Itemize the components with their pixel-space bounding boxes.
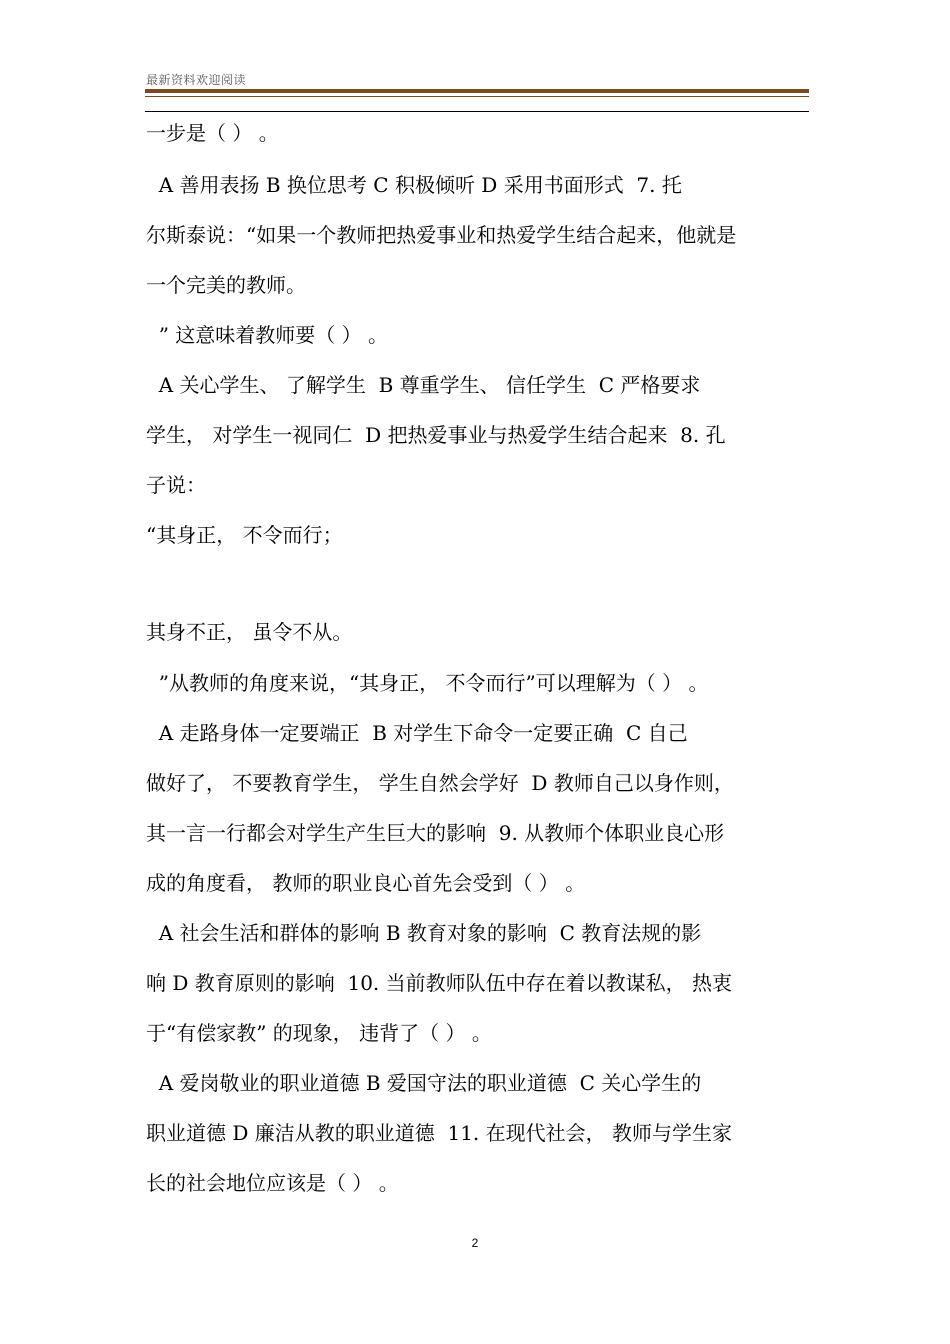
page-number: 2 <box>471 1236 479 1250</box>
text-line: A 社会生活和群体的影响 B 教育对象的影响 C 教育法规的影 <box>146 921 702 945</box>
text-line: 响 D 教育原则的影响 10. 当前教师队伍中存在着以教谋私， 热衷 <box>146 971 732 995</box>
text-line: 一个完美的教师。 <box>146 273 306 297</box>
text-line: ” 这意味着教师要（ ） 。 <box>146 323 389 347</box>
header-rule-base <box>145 111 809 112</box>
text-line: 尔斯泰说：“如果一个教师把热爱事业和热爱学生结合起来，他就是 <box>146 223 737 247</box>
header-rule-thin <box>145 96 809 97</box>
text-line: 学生， 对学生一视同仁 D 把热爱事业与热爱学生结合起来 8. 孔 <box>146 423 726 447</box>
text-line: 做好了， 不要教育学生， 学生自然会学好 D 教师自己以身作则， <box>146 771 734 795</box>
text-line: A 爱岗敬业的职业道德 B 爱国守法的职业道德 C 关心学生的 <box>146 1071 702 1095</box>
text-line: “其身正， 不令而行； <box>146 523 343 547</box>
text-line: 长的社会地位应该是（ ） 。 <box>146 1171 399 1195</box>
text-line: 职业道德 D 廉洁从教的职业道德 11. 在现代社会， 教师与学生家 <box>146 1121 732 1145</box>
text-line: ”从教师的角度来说，“其身正， 不令而行”可以理解为（ ） 。 <box>146 671 709 695</box>
text-line: 于“有偿家教” 的现象， 违背了（ ） 。 <box>146 1021 492 1045</box>
text-line: 其身不正， 虽令不从。 <box>146 620 353 644</box>
text-line: 子说： <box>146 473 206 497</box>
text-line: A 善用表扬 B 换位思考 C 积极倾听 D 采用书面形式 7. 托 <box>146 173 682 197</box>
text-line: A 关心学生、 了解学生 B 尊重学生、 信任学生 C 严格要求 <box>146 373 701 397</box>
text-line: 其一言一行都会对学生产生巨大的影响 9. 从教师个体职业良心形 <box>146 821 725 845</box>
header-title: 最新资料欢迎阅读 <box>146 73 247 87</box>
text-line: 一步是（ ） 。 <box>146 121 279 145</box>
text-line: A 走路身体一定要端正 B 对学生下命令一定要正确 C 自己 <box>146 721 688 745</box>
header-rule-thick <box>145 89 809 93</box>
text-line: 成的角度看， 教师的职业良心首先会受到（ ） 。 <box>146 871 586 895</box>
